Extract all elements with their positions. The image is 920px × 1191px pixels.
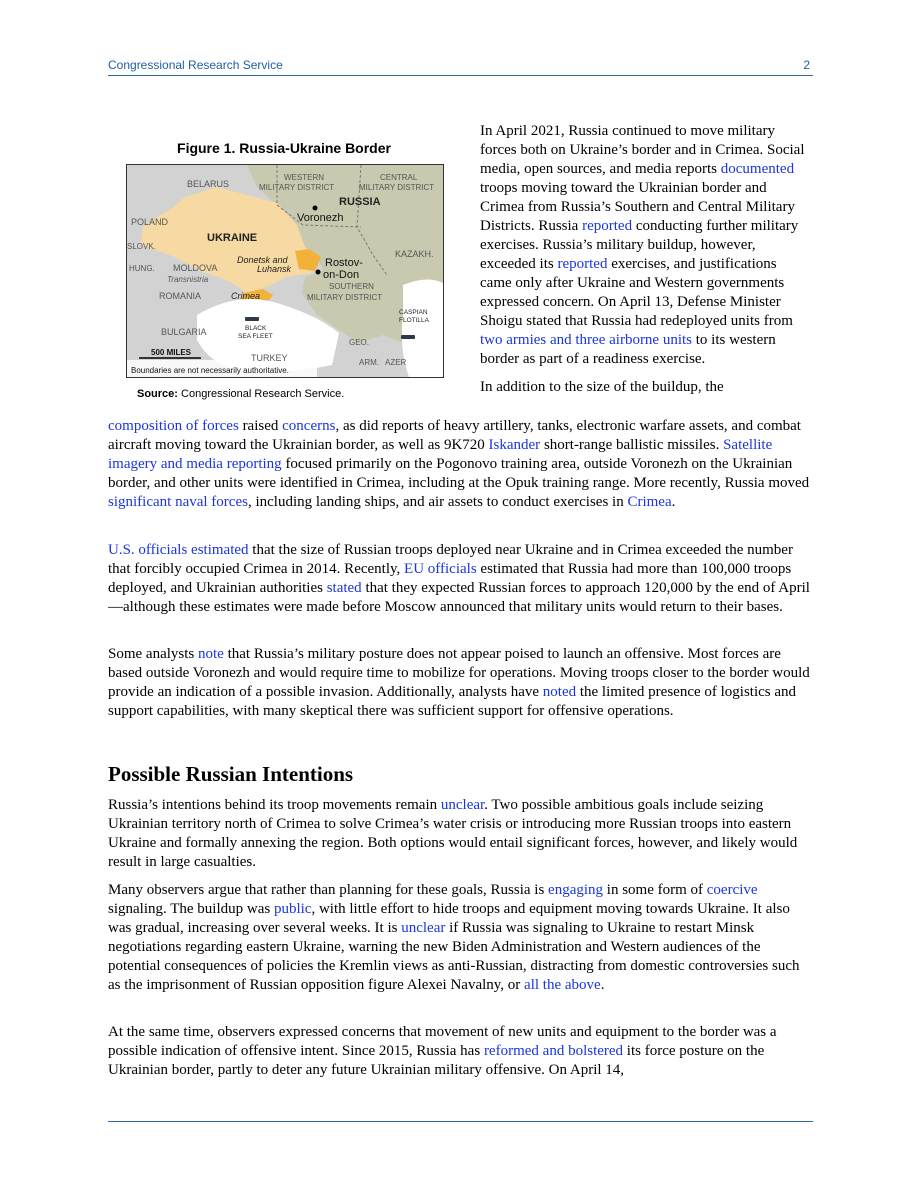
- link-naval-forces[interactable]: significant naval forces: [108, 494, 248, 510]
- paragraph-signaling: Many observers argue that rather than planning for these goals, Russia is engaging in some form of coercive signaling. The buildup was public, with little effort to hide troops and equipment moving towards Ukraine. It also was gradual, increasing over several weeks. It is unclear if Russia was signaling to Ukraine to restart Minsk negotiations regarding eastern Ukraine, warning the new Biden Administration and Western audiences of the potential consequences of policies the Kremlin views as anti-Russian, distracting from domestic controversies such as the imprisonment of Russian opposition figure Alexei Navalny, or all the above.: [108, 882, 800, 993]
- paragraph-analysts: Some analysts note that Russia’s military posture does not appear poised to launch an offensive. Most forces are based outside Voronezh and would require time to mobilize for operations. Moving troops closer to the border would provide an indication of a possible invasion. Additionally, analysts have noted the limited presence of logistics and support capabilities, with many skeptical there was sufficient support for offensive operations.: [108, 646, 810, 719]
- label-slovakia: SLOVK.: [127, 242, 156, 251]
- link-noted[interactable]: noted: [542, 684, 577, 700]
- label-scale: 500 MILES: [151, 348, 192, 357]
- figure-source: [137, 388, 344, 400]
- label-flotilla: FLOTILLA: [399, 317, 429, 324]
- link-note[interactable]: note: [198, 646, 224, 662]
- label-voronezh: Voronezh: [297, 212, 344, 224]
- link-unclear[interactable]: unclear: [440, 797, 485, 813]
- link-unclear-signaling[interactable]: unclear: [401, 920, 446, 936]
- section-heading: Possible Russian Intentions: [108, 762, 354, 786]
- label-kazakhstan: KAZAKH.: [395, 249, 434, 259]
- label-hungary: HUNG.: [129, 264, 155, 273]
- link-two-armies[interactable]: two armies and three airborne units: [480, 332, 693, 348]
- link-stated[interactable]: stated: [326, 580, 362, 596]
- label-poland: POLAND: [131, 217, 169, 227]
- link-reported-exercises[interactable]: reported: [557, 256, 608, 272]
- link-iskander[interactable]: Iskander: [488, 437, 541, 453]
- label-southern-md-2: MILITARY DISTRICT: [307, 293, 383, 302]
- paragraph-intentions: Russia’s intentions behind its troop movements remain unclear. Two possible ambitious goals include seizing Ukrainian territory north of Crimea to solve Crimea’s water crisis or introducing more Russian troops into eastern Ukraine and formally annexing the region. Both options would entail significant forces, however, and likely would result in large casualties.: [108, 797, 798, 870]
- label-donetsk: Donetsk and: [237, 255, 288, 265]
- black-sea-fleet-ship: [245, 317, 259, 321]
- label-romania: ROMANIA: [159, 291, 202, 301]
- figure-title: Figure 1. Russia-Ukraine Border: [177, 140, 391, 156]
- link-eu-officials[interactable]: EU officials: [404, 561, 477, 577]
- label-transnistria: Transnistria: [167, 275, 209, 284]
- caspian-sea: [402, 279, 443, 377]
- paragraph-offensive-intent: At the same time, observers expressed concerns that movement of new units and equipment to the border was a possible indication of offensive intent. Since 2015, Russia has reformed and bolstered its force posture on the Ukrainian border, partly to deter any future Ukrainian military offensive. On April 14,: [108, 1024, 777, 1078]
- link-engaging[interactable]: engaging: [548, 882, 604, 898]
- paragraph-troop-estimates: U.S. officials estimated that the size of Russian troops deployed near Ukraine and in Crimea exceeded the number that forcibly occupied Crimea in 2014. Recently, EU officials estimated that Russia had more than 100,000 troops deployed, and Ukrainian authorities stated that they expected Russian forces to approach 120,000 by the end of April—although these estimates were made before Moscow announced that military units would return to their bases.: [108, 542, 810, 615]
- source-text: Congressional Research Service.: [181, 388, 345, 400]
- label-central-md-2: MILITARY DISTRICT: [359, 183, 435, 192]
- label-crimea: Crimea: [231, 291, 261, 301]
- link-crimea[interactable]: Crimea: [627, 494, 672, 510]
- link-all-the-above[interactable]: all the above: [524, 977, 601, 993]
- label-sea-fleet: SEA FLEET: [238, 333, 273, 340]
- label-armenia: ARM.: [359, 358, 379, 367]
- label-georgia: GEO.: [349, 338, 370, 347]
- label-ukraine: UKRAINE: [207, 232, 258, 244]
- label-luhansk: Luhansk: [257, 264, 292, 274]
- label-western-md: WESTERN: [284, 173, 324, 182]
- label-black: BLACK: [245, 325, 267, 332]
- header-org: Congressional Research Service: [108, 58, 283, 72]
- link-concerns[interactable]: concerns: [282, 418, 336, 434]
- footer-rule: [108, 1121, 813, 1122]
- link-coercive[interactable]: coercive: [706, 882, 758, 898]
- label-on-don: on-Don: [323, 269, 360, 281]
- link-us-officials-estimated[interactable]: U.S. officials estimated: [108, 542, 249, 558]
- label-central-md: CENTRAL: [380, 173, 418, 182]
- link-satellite-imagery[interactable]: Satellite imagery and media reporting: [108, 437, 773, 472]
- label-bulgaria: BULGARIA: [161, 327, 207, 337]
- link-documented[interactable]: documented: [720, 161, 795, 177]
- page-number: 2: [803, 58, 810, 72]
- page-header: [108, 57, 813, 76]
- label-russia: RUSSIA: [339, 196, 381, 208]
- link-composition-of-forces[interactable]: composition of forces: [108, 418, 239, 434]
- label-moldova: MOLDOVA: [173, 263, 218, 273]
- label-western-md-2: MILITARY DISTRICT: [259, 183, 335, 192]
- link-reported[interactable]: reported: [582, 218, 633, 234]
- voronezh-dot: [313, 206, 318, 211]
- rostov-dot: [316, 270, 321, 275]
- label-rostov: Rostov-: [325, 257, 363, 269]
- label-belarus: BELARUS: [187, 179, 230, 189]
- russia-ukraine-map: [126, 164, 444, 378]
- paragraph-april-2021: In April 2021, Russia continued to move military forces both on Ukraine’s border and in Crimea. Social media, open sources, and media reports documented troops moving toward the Ukrainian border and Crimea from Russia’s Southern and Central Military Districts. Russia reported conducting further military exercises. Russia’s military buildup, however, exceeded its reported exercises, and justifications came only after Ukraine and Western governments expressed concern. On April 13, Defense Minister Shoigu stated that Russia had redeployed units from two armies and three airborne units to its western border as part of a readiness exercise. In addition to the size of the buildup, the: [480, 122, 810, 397]
- paragraph-composition: composition of forces raised concerns, as did reports of heavy artillery, tanks, electronic warfare assets, and combat aircraft moving toward the Ukrainian border, as well as 9K720 Iskander short-range ballistic missiles. Satellite imagery and media reporting focused primarily on the Pogonovo training area, outside Voronezh on the Ukrainian border, and other units were identified in Crimea, including at the Opuk training range. More recently, Russia moved significant naval forces, including landing ships, and air assets to conduct exercises in Crimea.: [108, 418, 810, 510]
- label-azerbaijan: AZER: [385, 358, 407, 367]
- source-label: Source:: [137, 388, 178, 400]
- label-caspian: CASPIAN: [399, 309, 428, 316]
- caspian-flotilla-ship: [401, 335, 415, 339]
- link-public[interactable]: public: [273, 901, 312, 917]
- label-turkey: TURKEY: [251, 353, 288, 363]
- label-disclaimer: Boundaries are not necessarily authoritative.: [131, 366, 289, 375]
- link-reformed-and-bolstered[interactable]: reformed and bolstered: [483, 1043, 624, 1059]
- label-southern-md: SOUTHERN: [329, 282, 374, 291]
- paragraph-composition-start: In addition to the size of the buildup, the: [480, 379, 724, 395]
